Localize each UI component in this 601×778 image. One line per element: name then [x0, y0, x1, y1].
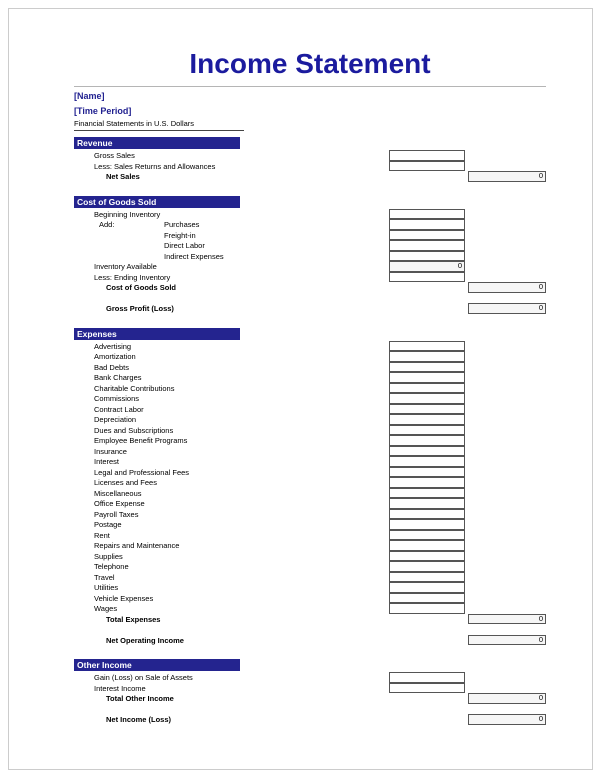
- amount-input[interactable]: [389, 477, 465, 488]
- row-label: [74, 510, 389, 521]
- row-label: [74, 594, 389, 605]
- table-row: [74, 241, 546, 252]
- row-label: [74, 394, 389, 405]
- total-column-cell: [468, 426, 546, 437]
- row-label: [74, 520, 389, 531]
- amount-input[interactable]: [389, 498, 465, 509]
- row-label: [74, 304, 389, 315]
- table-row: [74, 436, 546, 447]
- total-column-cell: [468, 594, 546, 605]
- row-label: [74, 541, 389, 552]
- amount-input[interactable]: [389, 209, 465, 220]
- row-label: [74, 352, 389, 363]
- section-header-cost-of-goods-sold: Cost of Goods Sold: [74, 196, 240, 208]
- row-label-text: Charitable Contributions: [94, 383, 175, 393]
- row-label-text: Inventory Available: [94, 262, 157, 271]
- row-label: [74, 636, 389, 647]
- total-column-cell: [468, 673, 546, 684]
- table-row: [74, 499, 546, 510]
- table-row: [74, 231, 546, 242]
- total-column-cell: [468, 447, 546, 458]
- table-row: [74, 573, 546, 584]
- row-label: [74, 342, 389, 353]
- row-label-text: Beginning Inventory: [94, 209, 161, 219]
- total-column-cell: [468, 694, 546, 705]
- total-column-cell: [468, 262, 546, 273]
- total-column-cell: [468, 283, 546, 294]
- title-divider: [74, 86, 546, 87]
- computed-cell: 0: [468, 303, 546, 314]
- row-label: [74, 363, 389, 374]
- computed-cell: 0: [468, 693, 546, 704]
- amount-input[interactable]: [389, 540, 465, 551]
- table-row: [74, 715, 546, 726]
- table-row: [74, 478, 546, 489]
- table-row: [74, 384, 546, 395]
- table-row: [74, 489, 546, 500]
- table-row: [74, 694, 546, 705]
- amount-input[interactable]: [389, 435, 465, 446]
- row-label-text: Office Expense: [94, 499, 145, 508]
- total-column-cell: [468, 715, 546, 726]
- table-row: [74, 531, 546, 542]
- amount-input[interactable]: [389, 341, 465, 352]
- row-label-text: Advertising: [94, 341, 132, 351]
- row-label-text: Vehicle Expenses: [94, 593, 154, 603]
- amount-input[interactable]: [389, 372, 465, 383]
- page-frame: [8, 8, 593, 770]
- amount-column-cell: [389, 684, 465, 695]
- row-label: [74, 468, 389, 479]
- row-label-text: Gain (Loss) on Sale of Assets: [94, 673, 193, 682]
- total-column-cell: [468, 252, 546, 263]
- total-column-cell: [468, 363, 546, 374]
- name-field[interactable]: [Name]: [74, 91, 105, 101]
- row-label-text: Less: Ending Inventory: [94, 272, 171, 282]
- row-label: [74, 273, 389, 284]
- total-column-cell: [468, 384, 546, 395]
- row-label: [74, 715, 389, 726]
- row-prefix: Add:: [99, 220, 115, 229]
- total-column-cell: [468, 210, 546, 221]
- total-column-cell: [468, 499, 546, 510]
- table-row: [74, 304, 546, 315]
- row-label: [74, 384, 389, 395]
- amount-input[interactable]: [389, 150, 465, 161]
- table-row: [74, 210, 546, 221]
- row-label: [74, 531, 389, 542]
- time-period-field[interactable]: [Time Period]: [74, 106, 132, 116]
- row-label: [74, 478, 389, 489]
- table-row: [74, 615, 546, 626]
- table-row: [74, 562, 546, 573]
- row-label-text: Wages: [94, 604, 118, 613]
- total-column-cell: [468, 489, 546, 500]
- amount-input[interactable]: [389, 683, 465, 694]
- row-label-text: Postage: [94, 520, 122, 529]
- row-label-text: Legal and Professional Fees: [94, 467, 190, 477]
- amount-column-cell: [389, 615, 465, 626]
- row-label: [74, 436, 389, 447]
- amount-column-cell: [389, 715, 465, 726]
- table-row: [74, 552, 546, 563]
- row-label-text: Net Income (Loss): [106, 715, 172, 724]
- total-column-cell: [468, 478, 546, 489]
- row-label: [74, 415, 389, 426]
- amount-input[interactable]: [389, 519, 465, 530]
- computed-cell: 0: [389, 261, 465, 272]
- total-column-cell: [468, 541, 546, 552]
- amount-input[interactable]: [389, 530, 465, 541]
- row-label: [74, 151, 389, 162]
- row-label: [74, 583, 389, 594]
- amount-input[interactable]: [389, 467, 465, 478]
- computed-cell: 0: [468, 635, 546, 646]
- amount-input[interactable]: [389, 509, 465, 520]
- row-label-text: Miscellaneous: [94, 488, 142, 498]
- row-label-text: Freight-in: [164, 230, 196, 240]
- row-label: [74, 573, 389, 584]
- computed-cell: 0: [468, 282, 546, 293]
- row-label: [74, 262, 389, 273]
- total-column-cell: [468, 510, 546, 521]
- row-label-text: Purchases: [164, 220, 200, 229]
- total-column-cell: [468, 415, 546, 426]
- section-header-expenses: Expenses: [74, 328, 240, 340]
- table-row: [74, 220, 546, 231]
- total-column-cell: [468, 573, 546, 584]
- amount-input[interactable]: [389, 414, 465, 425]
- amount-input[interactable]: [389, 404, 465, 415]
- total-column-cell: [468, 352, 546, 363]
- row-label-text: Bad Debts: [94, 362, 130, 372]
- computed-cell: 0: [468, 614, 546, 625]
- row-label: [74, 426, 389, 437]
- row-label: [74, 231, 389, 242]
- row-label-text: Net Operating Income: [106, 635, 184, 645]
- total-column-cell: [468, 552, 546, 563]
- row-label-text: Depreciation: [94, 415, 137, 424]
- row-label: [74, 457, 389, 468]
- total-column-cell: [468, 151, 546, 162]
- row-label-text: Utilities: [94, 583, 119, 592]
- row-label: [74, 283, 389, 294]
- row-label-text: Indirect Expenses: [164, 251, 224, 261]
- amount-input[interactable]: [389, 272, 465, 283]
- row-label-text: Travel: [94, 572, 115, 582]
- row-label-text: Insurance: [94, 446, 127, 456]
- row-label-text: Repairs and Maintenance: [94, 541, 180, 550]
- row-label-text: Commissions: [94, 394, 140, 403]
- row-label: [74, 447, 389, 458]
- row-label: [74, 604, 389, 615]
- amount-input[interactable]: [389, 219, 465, 230]
- amount-column-cell: [389, 304, 465, 315]
- page-title: Income Statement: [189, 48, 431, 79]
- amount-input[interactable]: [389, 572, 465, 583]
- statement-body: [74, 137, 546, 726]
- table-row: [74, 636, 546, 647]
- total-column-cell: [468, 220, 546, 231]
- table-row: [74, 252, 546, 263]
- table-row: [74, 673, 546, 684]
- amount-input[interactable]: [389, 456, 465, 467]
- row-label: [74, 615, 389, 626]
- total-column-cell: [468, 615, 546, 626]
- amount-input[interactable]: [389, 240, 465, 251]
- table-row: [74, 394, 546, 405]
- row-label-text: Direct Labor: [164, 241, 205, 250]
- table-row: [74, 342, 546, 353]
- row-label: [74, 405, 389, 416]
- table-row: [74, 457, 546, 468]
- amount-input[interactable]: [389, 561, 465, 572]
- computed-cell: 0: [468, 714, 546, 725]
- section-other-income: [74, 659, 546, 726]
- total-column-cell: [468, 520, 546, 531]
- income-statement-page: [74, 49, 546, 726]
- section-cost-of-goods-sold: [74, 196, 546, 315]
- amount-input[interactable]: [389, 230, 465, 241]
- row-label-text: Rent: [94, 530, 110, 540]
- table-row: [74, 541, 546, 552]
- amount-column-cell: [389, 273, 465, 284]
- table-row: [74, 283, 546, 294]
- row-label-text: Total Other Income: [106, 694, 174, 703]
- total-column-cell: [468, 436, 546, 447]
- row-label: [74, 162, 389, 173]
- row-label: [74, 552, 389, 563]
- amount-column-cell: [389, 172, 465, 183]
- row-label: [74, 172, 389, 183]
- table-row: [74, 363, 546, 374]
- row-label: [74, 684, 389, 695]
- total-column-cell: [468, 342, 546, 353]
- amount-column-cell: [389, 694, 465, 705]
- amount-input[interactable]: [389, 582, 465, 593]
- total-column-cell: [468, 583, 546, 594]
- row-label: [74, 562, 389, 573]
- amount-input[interactable]: [389, 351, 465, 362]
- amount-input[interactable]: [389, 603, 465, 614]
- amount-input[interactable]: [389, 425, 465, 436]
- table-row: [74, 151, 546, 162]
- total-column-cell: [468, 468, 546, 479]
- total-column-cell: [468, 172, 546, 183]
- table-row: [74, 373, 546, 384]
- table-row: [74, 172, 546, 183]
- total-column-cell: [468, 373, 546, 384]
- row-label-text: Bank Charges: [94, 373, 142, 382]
- row-label: [74, 210, 389, 221]
- total-column-cell: [468, 531, 546, 542]
- amount-input[interactable]: [389, 362, 465, 373]
- table-row: [74, 510, 546, 521]
- table-row: [74, 447, 546, 458]
- amount-column-cell: [389, 283, 465, 294]
- row-label-text: Cost of Goods Sold: [106, 283, 176, 292]
- row-label-text: Net Sales: [106, 172, 140, 181]
- table-row: [74, 405, 546, 416]
- row-label-text: Employee Benefit Programs: [94, 436, 188, 445]
- amount-input[interactable]: [389, 488, 465, 499]
- table-row: [74, 520, 546, 531]
- row-label-text: Less: Sales Returns and Allowances: [94, 161, 216, 171]
- row-label-text: Contract Labor: [94, 404, 144, 414]
- amount-column-cell: [389, 636, 465, 647]
- row-label: [74, 252, 389, 263]
- table-row: [74, 415, 546, 426]
- row-label: [74, 220, 389, 231]
- amount-input[interactable]: [389, 672, 465, 683]
- row-label: [74, 499, 389, 510]
- table-row: [74, 262, 546, 273]
- subtitle: Financial Statements in U.S. Dollars: [74, 119, 244, 131]
- amount-input[interactable]: [389, 446, 465, 457]
- amount-input[interactable]: [389, 251, 465, 262]
- total-column-cell: [468, 304, 546, 315]
- section-revenue: [74, 137, 546, 183]
- row-label-text: Payroll Taxes: [94, 509, 139, 519]
- row-label: [74, 694, 389, 705]
- row-label: [74, 673, 389, 684]
- amount-input[interactable]: [389, 593, 465, 604]
- total-column-cell: [468, 636, 546, 647]
- section-header-revenue: Revenue: [74, 137, 240, 149]
- table-row: [74, 352, 546, 363]
- table-row: [74, 583, 546, 594]
- row-label-text: Total Expenses: [106, 614, 161, 624]
- total-column-cell: [468, 231, 546, 242]
- section-expenses: [74, 328, 546, 647]
- row-label: [74, 489, 389, 500]
- row-label: [74, 241, 389, 252]
- amount-input[interactable]: [389, 551, 465, 562]
- total-column-cell: [468, 405, 546, 416]
- row-label: [74, 373, 389, 384]
- amount-input[interactable]: [389, 161, 465, 172]
- row-label-text: Interest: [94, 457, 120, 466]
- row-label-text: Gross Profit (Loss): [106, 304, 174, 313]
- table-row: [74, 468, 546, 479]
- amount-column-cell: [389, 162, 465, 173]
- row-label-text: Dues and Subscriptions: [94, 425, 174, 435]
- computed-cell: 0: [468, 171, 546, 182]
- table-row: [74, 426, 546, 437]
- row-label-text: Interest Income: [94, 683, 146, 693]
- row-label-text: Gross Sales: [94, 151, 135, 160]
- total-column-cell: [468, 241, 546, 252]
- total-column-cell: [468, 394, 546, 405]
- section-header-other-income: Other Income: [74, 659, 240, 671]
- row-label-text: Supplies: [94, 551, 123, 561]
- amount-input[interactable]: [389, 393, 465, 404]
- amount-column-cell: [389, 604, 465, 615]
- row-label-text: Amortization: [94, 352, 136, 361]
- row-label-text: Licenses and Fees: [94, 478, 157, 487]
- total-column-cell: [468, 457, 546, 468]
- table-row: [74, 594, 546, 605]
- row-label-text: Telephone: [94, 562, 129, 571]
- amount-input[interactable]: [389, 383, 465, 394]
- total-column-cell: [468, 562, 546, 573]
